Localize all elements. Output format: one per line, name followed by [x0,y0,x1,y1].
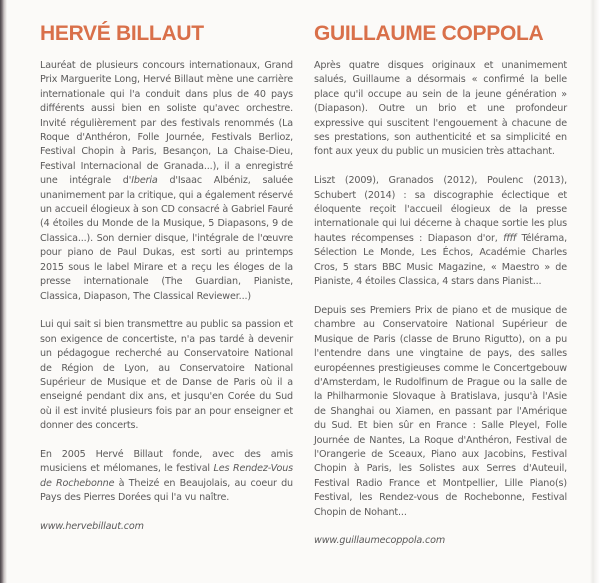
page-spine-shadow [0,0,7,583]
guillaume-coppola-bio-paragraph-2 [314,174,567,289]
bio-text: Lauréat de plusieurs concours internationaux, Grand Prix Marguerite Long, Hervé Billaut mène une carrière internationale qui l'a conduit dans plus de 40 pays différents aussi bien en soliste qu'avec orchestre. Invité régulièrement par des festivals renommés (La Roque d'Anthéron, Folle Journée, Festivals Berlioz, Festival Chopin à Paris, Besançon, La Chaise-Dieu, Festival Internacional de Granada...), il a enregistré une intégrale d' [40,60,293,187]
herve-billaut-heading: HERVÉ BILLAUT [40,22,204,45]
bio-text: En 2005 Hervé Billaut fonde, avec des amis musiciens et mélomanes, le festival [40,448,293,475]
bio-text: à Theizé en Beaujolais, au coeur du Pays des Pierres Dorées qui l'a vu naître. [40,477,293,504]
bio-text: Liszt (2009), Granados (2012), Poulenc (2013), Schubert (2014) : sa discographie éclectique et éloquente reçoit l'accueil élogieux de la presse internationale qui lui décerne à chaque sortie les plus hautes récompenses : Diapason d'or, [314,175,567,244]
herve-billaut-bio-paragraph-3 [40,448,293,506]
guillaume-coppola-bio-paragraph-1: Après quatre disques originaux et unanimement salués, Guillaume a désormais « confirmé la belle place qu'il occupe au sein de la jeune génération » (Diapason). Outre un brio et une profondeur expressive qui suscitent l'engouement à chacune de ses prestations, son authenticité et sa simplicité en font aux yeux du public un musicien très attachant. [314,60,567,158]
bio-text: Télérama, Sélection Le Monde, Les Échos, Académie Charles Cros, 5 stars BBC Music Magazine, « Maestro » de Pianiste, 4 étoiles Classica, 4 stars dans Pianist... [314,232,567,288]
guillaume-coppola-column [314,20,567,563]
guillaume-coppola-website: www.guillaumecoppola.com [314,535,446,547]
guillaume-coppola-bio-paragraph-3: Depuis ses Premiers Prix de piano et de musique de chambre au Conservatoire National Supérieur de Musique de Paris (classe de Bruno Rigutto), on a pu l'entendre dans une vingtaine de pays, des salles européennes prestigieuses comme le Concertgebouw d'Amsterdam, le Rudolfinum de Prague ou la salle de la Philharmonie Slovaque à Bratislava, jusqu'à l'Asie de Shanghai ou Xiamen, en passant par l'Amérique du Sud. Et bien sûr en France : Salle Pleyel, Folle Journée de Nantes, La Roque d'Anthéron, Festival de l'Orangerie de Sceaux, Piano aux Jacobins, Festival Chopin à Paris, les Solistes aux Serres d'Auteuil, Festival Radio France et Montpellier, Lille Piano(s) Festival, les Rendez-vous de Rochebonne, Festival Chopin de Nohant... [314,304,567,518]
page-edge [590,0,600,583]
ffff-rating: ffff [503,232,517,244]
herve-billaut-column [40,20,293,549]
herve-billaut-bio-paragraph-2: Lui qui sait si bien transmettre au public sa passion et son exigence de concertiste, n'a pas tardé à devenir un pédagogue recherché au Conservatoire National de Région de Lyon, au Conservatoire National Supérieur de Musique et de Danse de Paris où il a enseigné pendant dix ans, et jusqu'en Corée du Sud où il est invité plusieurs fois par an pour enseigner et donner des concerts. [40,319,293,432]
festival-name: Les Rendez-Vous de Rochebonne [40,463,293,489]
guillaume-coppola-heading: GUILLAUME COPPOLA [314,22,544,45]
herve-billaut-bio-paragraph-1 [40,59,293,304]
bio-text: d'Isaac Albéniz, saluée unanimement par la critique, qui a également réservé un accueil élogieux à son CD consacré à Gabriel Fauré (4 étoiles du Monde de la Musique, 5 Diapasons, 9 de Classica...). Son dernier disque, l'intégrale de l'œuvre pour piano de Paul Dukas, est sorti au printemps 2015 sous le label Mirare et a reçu les éloges de la presse internationale (The Guardian, Pianiste, Classica, Diapason, The Classical Reviewer...) [40,175,293,302]
album-title-iberia: Iberia [131,175,158,187]
herve-billaut-website: www.hervebillaut.com [40,520,144,532]
